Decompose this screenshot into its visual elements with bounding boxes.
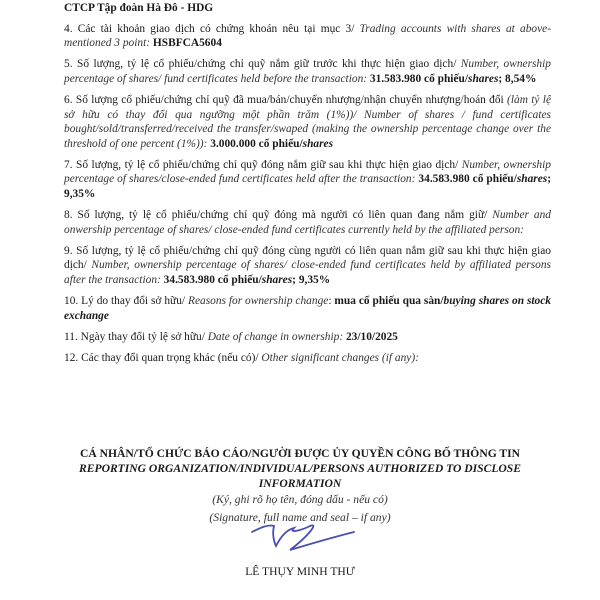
text-vi: 4. Các tài khoản giao dịch có chứng khoán nêu tại mục 3/ [64,22,360,35]
text-vi: 8. Số lượng, tỷ lệ cổ phiếu/chứng chỉ quỹ đóng mà người có liên quan đang nắm giữ/ [64,209,493,222]
percentage: ; 8,54% [498,72,537,85]
text-en: Number, ownership percentage of shares/ fund certificates held before the transaction: [64,58,551,85]
handwritten-signature [250,520,360,560]
text-vi: 7. Số lượng, tỷ lệ cổ phiếu/chứng chỉ quỹ đóng nắm giữ sau khi thực hiện giao dịch/ [64,158,462,171]
item-8-affiliated-holdings [64,208,551,237]
value-en: shares [261,274,293,286]
text-en: Reasons for ownership change [187,295,329,308]
text-en: Other significant changes (if any): [261,351,419,364]
company-name: CTCP Tập đoàn Hà Đô - HDG [64,2,214,14]
value: 34.583.980 cổ phiếu/ [418,173,517,186]
signature-heading-vi: CÁ NHÂN/TỔ CHỨC BÁO CÁO/NGƯỜI ĐƯỢC ỦY QUYỀN CÔNG BỐ THÔNG TIN [79,447,521,460]
text-vi: 9. Số lượng, tỷ lệ cổ phiếu/chứng chỉ quỹ đóng cùng người có liên quan nắm giữ sau khi thực hiện giao dịch/ [64,244,551,272]
reason-vi: mua cổ phiếu qua sàn/ [334,295,444,308]
text-vi: 5. Số lượng, tỷ lệ cổ phiếu/chứng chỉ quỹ nắm giữ trước khi thực hiện giao dịch/ [64,58,461,71]
signature-note-vi: (Ký, ghi rõ họ tên, đóng dấu - nếu có) [212,493,388,506]
text-vi-note: (làm tỷ lệ sở hữu có thay đổi qua ngưỡng một phần trăm (1%))/ [64,93,552,121]
text-en: Date of change in ownership: [207,330,346,343]
change-date: 23/10/2025 [345,330,398,343]
value: 31.583.980 cổ phiếu/ [369,72,469,85]
item-12-other-changes [64,351,551,366]
text-vi: 12. Các thay đổi quan trọng khác (nếu có)/ [64,351,262,364]
percentage: ; 9,35% [292,274,331,286]
signature-heading-en: REPORTING ORGANIZATION/INDIVIDUAL/PERSONS AUTHORIZED TO DISCLOSE INFORMATION [79,462,521,490]
item-7-holdings-after [64,158,551,202]
item-4-trading-accounts [64,22,551,51]
item-9-affiliated-after [64,244,551,288]
value-en: shares [516,173,548,186]
value: 3.000.000 cổ phiếu/ [210,137,303,150]
reason-en: buying shares on stock exchange [64,295,551,322]
item-11-date [64,330,551,345]
signatory-name: LÊ THỤY MINH THƯ [245,565,355,578]
text-vi: 10. Lý do thay đổi sở hữu/ [64,295,188,308]
signature-block [50,446,550,525]
value-en: shares [302,137,334,150]
percentage: ; 9,35% [64,173,551,201]
document-page [64,0,551,372]
item-6-shares-traded [64,93,551,151]
text-vi: 11. Ngày thay đổi tỷ lệ sở hữu/ [64,330,208,343]
signature-note-en: (Signature, full name and seal – if any) [209,511,391,524]
item-10-reason [64,294,551,323]
colon: : [328,295,335,308]
text-en: Number, ownership percentage of shares/ close-ended fund certificates held by affiliated persons after the transaction: [64,259,551,286]
text-en: Number and onwership percentage of shares/ close-ended fund certificates currently held by the affiliated person: [64,209,551,236]
text-vi: 6. Số lượng cổ phiếu/chứng chỉ quỹ đã mua/bán/chuyển nhượng/nhận chuyển nhượng/hoán đổi [64,93,508,106]
value-en: shares [468,72,499,85]
account-number: HSBFCA5604 [152,37,222,50]
item-5-holdings-before [64,57,551,86]
text-en: Number, ownership percentage of shares/close-ended fund certificates held after the transaction: [64,158,551,186]
text-en: Number of shares / fund certificates bought/sold/transferred/received the transfer/swaped (making the ownership percentage change over the threshold of one percent (1%)): [64,108,551,150]
text-en: Trading accounts with shares at above-mentioned 3 point: [64,22,551,50]
value: 34.583.980 cổ phiếu/ [163,274,262,286]
